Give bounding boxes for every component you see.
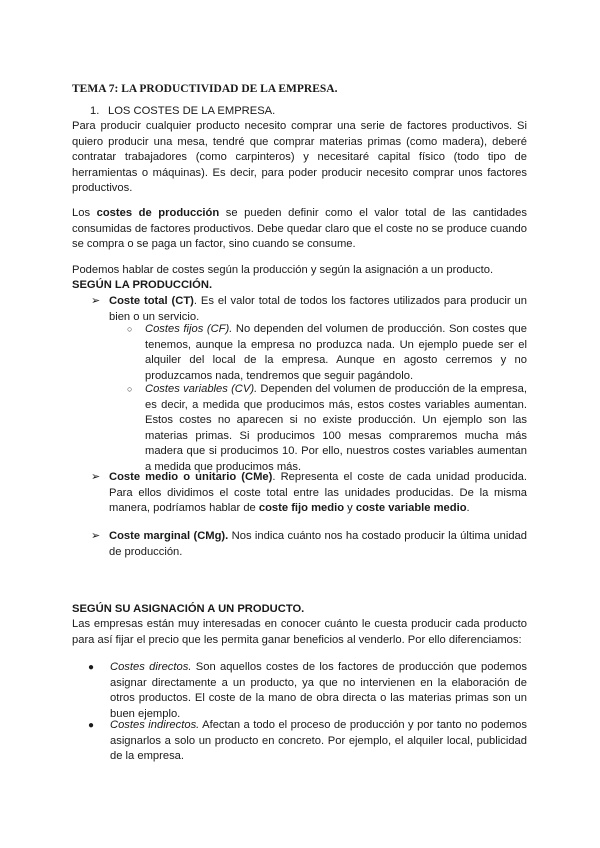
arrow-bullet-icon: ➢ (91, 530, 101, 542)
circle-bullet-icon: ○ (127, 384, 133, 394)
classification-paragraph: Podemos hablar de costes según la producción y según la asignación a un producto. (72, 264, 494, 276)
section-number: 1. (90, 105, 100, 117)
desc-costes-indirectos: Afectan a todo el proceso de producción y por tanto no podemos asignarlos a solo un producto en concreto. Por ejemplo, el alquiler local, publicidad de la empresa. (110, 719, 527, 763)
list-item-coste-marginal (91, 529, 527, 560)
desc-coste-medio: . Representa el coste de cada unidad producida. Para ellos dividimos el coste total entre las unidades producidas. De la misma manera, podríamos hablar de (109, 471, 527, 515)
list-item-coste-total (91, 294, 527, 325)
desc-costes-fijos: No dependen del volumen de producción. Son costes que tenemos, aunque la empresa no produzca nada. Un ejemplo puede ser el alquiler del local de la empresa. Aunque en agosto cerremos y no produzcamos nada, tendremos que seguir pagándolo. (145, 323, 527, 382)
term-costes-indirectos: Costes indirectos. (110, 719, 200, 731)
list-item-costes-directos (88, 660, 527, 722)
list-item-coste-medio (91, 470, 527, 517)
term-coste-fijo-medio: coste fijo medio (258, 502, 345, 515)
asignacion-paragraph: Las empresas están muy interesadas en conocer cuánto le cuesta producir cada producto para así fijar el precio que les permita ganar beneficios al venderlo. Por ello diferenciamos: (72, 618, 527, 646)
desc-costes-variables: Dependen del volumen de producción de la empresa, es decir, a medida que producimos más, estos costes variables aumentan. Estos costes no aparecen si no existe producción. Un ejemplo son las materias primas. Si producimos 100 mesas compraremos mucha más madera que si producimos 10. Por ello, nuestros costes variables aumentan a medida que producimos más. (145, 383, 527, 473)
term-costes-directos: Costes directos. (110, 661, 192, 673)
arrow-bullet-icon: ➢ (91, 471, 101, 483)
heading-segun-asignacion: SEGÚN SU ASIGNACIÓN A UN PRODUCTO. (72, 603, 305, 615)
term-coste-medio: Coste medio o unitario (CMe) (109, 471, 273, 483)
desc-costes-directos: Son aquellos costes de los factores de producción que podemos asignar directamente a un producto, ya que no intervienen en la elaboración de otros productos. El coste de la mano de obra directa o las materias primas son un buen ejemplo. (110, 661, 527, 720)
page-title: TEMA 7: LA PRODUCTIVIDAD DE LA EMPRESA. (72, 83, 338, 95)
dot-bullet-icon: ● (88, 720, 95, 731)
desc-coste-marginal: Nos indica cuánto nos ha costado producir la última unidad de producción. (109, 530, 527, 558)
term-coste-marginal: Coste marginal (CMg). (109, 530, 229, 542)
desc-coste-total: . Es el valor total de todos los factores utilizados para producir un bien o un servicio. (109, 295, 527, 323)
heading-segun-produccion: SEGÚN LA PRODUCCIÓN. (72, 279, 213, 291)
section-label: LOS COSTES DE LA EMPRESA. (108, 105, 276, 117)
period: . (466, 502, 470, 515)
list-item-costes-indirectos (88, 718, 527, 765)
term-costes-fijos: Costes fijos (CF). (145, 323, 233, 335)
arrow-bullet-icon: ➢ (91, 295, 101, 307)
definition-term: costes de producción (96, 207, 220, 219)
connector-y: y (344, 502, 356, 515)
term-coste-variable-medio: coste variable medio (355, 502, 467, 515)
definition-paragraph (72, 206, 527, 253)
circle-bullet-icon: ○ (127, 324, 133, 334)
definition-pre: Los (72, 207, 97, 219)
term-coste-total: Coste total (CT) (109, 295, 194, 307)
term-costes-variables: Costes variables (CV). (145, 383, 258, 395)
section-heading-costes (90, 104, 275, 120)
intro-paragraph: Para producir cualquier producto necesito comprar una serie de factores productivos. Si quiero producir una mesa, tendré que comprar materias primas (como madera), deberé contratar trabajadores (como carpinteros) y necesitaré capital físico (todo tipo de herramientas o máquinas). Es decir, para poder producir necesito comprar unos factores productivos. (72, 120, 527, 195)
list-item-costes-fijos (127, 322, 527, 384)
definition-post: se pueden definir como el valor total de las cantidades consumidas de factores productivos. Debe quedar claro que el coste no se produce cuando se compra o se paga un factor, sino cuando se consume. (72, 207, 527, 251)
dot-bullet-icon: ● (88, 662, 95, 673)
list-item-costes-variables (127, 382, 527, 476)
